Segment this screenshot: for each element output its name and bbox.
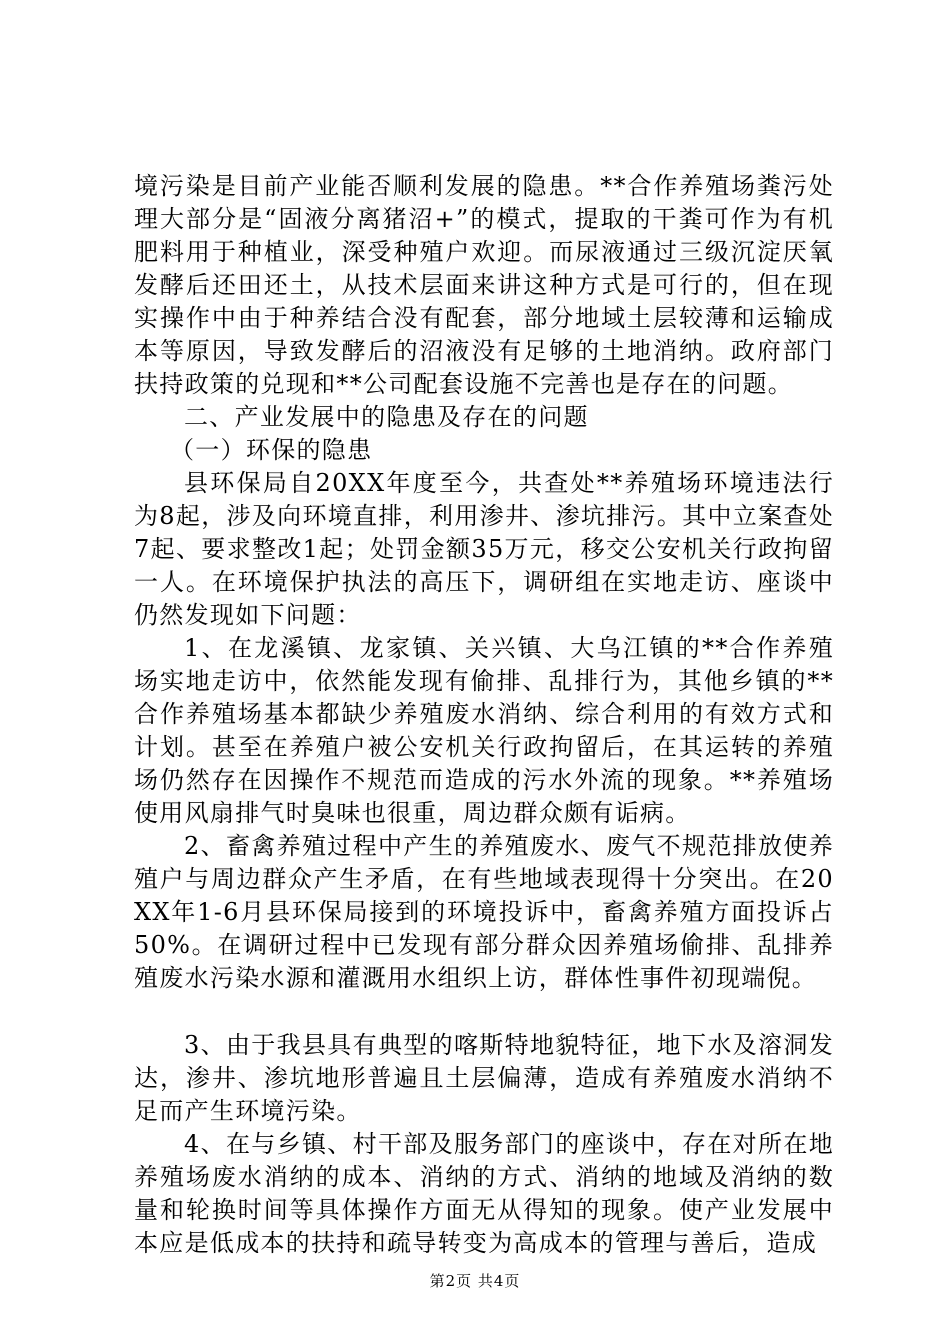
paragraph-item-2: 2、畜禽养殖过程中产生的养殖废水、废气不规范排放使养殖户与周边群众产生矛盾，在有些地域表现得十分突出。在20XX年1-6月县环保局接到的环境投诉中，畜禽养殖方面投诉占50%。在调研过程中已发现有部分群众因养殖场偷排、乱排养殖废水污染水源和灌溉用水组织上访，群体性事件初现端倪。 xyxy=(134,832,834,992)
paragraph-gap xyxy=(134,995,834,1029)
paragraph-enforcement: 县环保局自20XX年度至今，共查处**养殖场环境违法行为8起，涉及向环境直排，利用渗井、渗坑排污。其中立案查处7起、要求整改1起；处罚金额35万元，移交公安机关行政拘留一人。在环境保护执法的高压下，调研组在实地走访、座谈中仍然发现如下问题： xyxy=(134,469,834,629)
subsection-heading: （一）环保的隐患 xyxy=(170,436,373,464)
paragraph-item-3: 3、由于我县具有典型的喀斯特地貌特征，地下水及溶洞发达，渗井、渗坑地形普遍且土层偏薄，造成有养殖废水消纳不足而产生环境污染。 xyxy=(134,1031,834,1125)
paragraph-item-1: 1、在龙溪镇、龙家镇、关兴镇、大乌江镇的**合作养殖场实地走访中，依然能发现有偷排、乱排行为，其他乡镇的**合作养殖场基本都缺少养殖废水消纳、综合利用的有效方式和计划。甚至在养殖户被公安机关行政拘留后，在其运转的养殖场仍然存在因操作不规范而造成的污水外流的现象。**养殖场使用风扇排气时臭味也很重，周边群众颇有诟病。 xyxy=(134,634,834,827)
paragraph-continuation: 境污染是目前产业能否顺利发展的隐患。**合作养殖场粪污处理大部分是“固液分离猪沼+”的模式，提取的干粪可作为有机肥料用于种植业，深受种殖户欢迎。而尿液通过三级沉淀厌氧发酵后还田还土，从技术层面来讲这种方式是可行的，但在现实操作中由于种养结合没有配套，部分地域土层较薄和运输成本等原因，导致发酵后的沼液没有足够的土地消纳。政府部门扶持政策的兑现和**公司配套设施不完善也是存在的问题。 xyxy=(134,172,834,398)
page-number-footer: 第2页 共4页 xyxy=(429,1272,521,1290)
document-body xyxy=(134,170,834,1260)
section-heading: 二、产业发展中的隐患及存在的问题 xyxy=(184,403,589,431)
paragraph-item-4: 4、在与乡镇、村干部及服务部门的座谈中，存在对所在地养殖场废水消纳的成本、消纳的方式、消纳的地域及消纳的数量和轮换时间等具体操作方面无从得知的现象。使产业发展中本应是低成本的扶持和疏导转变为高成本的管理与善后，造成 xyxy=(134,1130,834,1257)
